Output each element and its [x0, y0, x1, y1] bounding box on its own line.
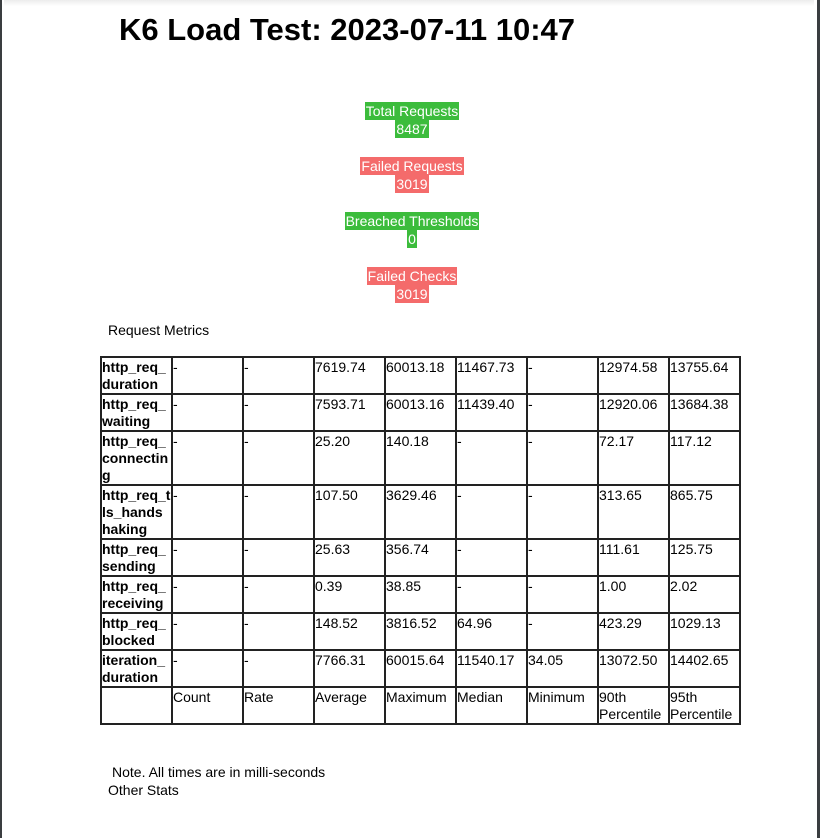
- failed-checks-label: Failed Checks: [367, 268, 457, 284]
- p95-cell: 14402.65: [669, 650, 740, 687]
- minimum-cell: -: [527, 431, 598, 485]
- failed-requests-label: Failed Requests: [361, 158, 463, 174]
- minimum-cell: -: [527, 357, 598, 394]
- rate-cell: -: [243, 485, 314, 539]
- p95-cell: 865.75: [669, 485, 740, 539]
- table-row: [101, 576, 740, 613]
- median-cell: 11540.17: [456, 650, 527, 687]
- top-shadow: [4, 0, 814, 6]
- maximum-cell: 60013.16: [385, 394, 456, 431]
- units-note: Note. All times are in milli-seconds: [112, 764, 326, 780]
- count-cell: -: [172, 539, 243, 576]
- rate-cell: -: [243, 394, 314, 431]
- minimum-cell: 34.05: [527, 650, 598, 687]
- p95-cell: 13755.64: [669, 357, 740, 394]
- p90-cell: 12974.58: [598, 357, 669, 394]
- summary-stats: [2, 102, 820, 322]
- maximum-cell: 356.74: [385, 539, 456, 576]
- metric-name: http_req_tls_handshaking: [102, 487, 171, 537]
- metric-name: http_req_blocked: [101, 613, 172, 650]
- column-header-maximum: Maximum: [385, 687, 456, 724]
- column-header-row: [101, 687, 740, 724]
- breached-thresholds-value: 0: [408, 231, 416, 247]
- table-row: [101, 485, 740, 539]
- p95-cell: 2.02: [669, 576, 740, 613]
- metric-name: http_req_duration: [101, 357, 172, 394]
- p95-cell: 13684.38: [669, 394, 740, 431]
- count-cell: -: [172, 485, 243, 539]
- minimum-cell: -: [527, 539, 598, 576]
- column-header-rate: Rate: [243, 687, 314, 724]
- minimum-cell: -: [527, 394, 598, 431]
- median-cell: -: [456, 485, 527, 539]
- total-requests-value: 8487: [396, 121, 428, 137]
- maximum-cell: 60015.64: [385, 650, 456, 687]
- total-requests-label: Total Requests: [365, 103, 459, 119]
- column-header-empty: [101, 687, 172, 724]
- p90-cell: 1.00: [598, 576, 669, 613]
- other-stats-heading: Other Stats: [108, 782, 179, 798]
- metric-name: http_req_receiving: [101, 576, 172, 613]
- average-cell: 148.52: [314, 613, 385, 650]
- maximum-cell: 3629.46: [385, 485, 456, 539]
- p95-cell: 1029.13: [669, 613, 740, 650]
- median-cell: 11467.73: [456, 357, 527, 394]
- column-header-count: Count: [172, 687, 243, 724]
- maximum-cell: 38.85: [385, 576, 456, 613]
- rate-cell: -: [243, 576, 314, 613]
- rate-cell: -: [243, 539, 314, 576]
- table-row: [101, 431, 740, 485]
- p95-cell: 117.12: [669, 431, 740, 485]
- metric-name: http_req_waiting: [101, 394, 172, 431]
- table-row: [101, 613, 740, 650]
- failed-requests-stat: [360, 157, 463, 193]
- p90-cell: 423.29: [598, 613, 669, 650]
- median-cell: -: [456, 576, 527, 613]
- count-cell: -: [172, 613, 243, 650]
- page-title: K6 Load Test: 2023-07-11 10:47: [119, 12, 576, 47]
- minimum-cell: -: [527, 485, 598, 539]
- metric-name: iteration_duration: [101, 650, 172, 687]
- count-cell: -: [172, 650, 243, 687]
- table-row: [101, 650, 740, 687]
- p95-cell: 125.75: [669, 539, 740, 576]
- rate-cell: -: [243, 431, 314, 485]
- failed-requests-value: 3019: [396, 176, 428, 192]
- average-cell: 7619.74: [314, 357, 385, 394]
- rate-cell: -: [243, 650, 314, 687]
- average-cell: 7593.71: [314, 394, 385, 431]
- table-row: [101, 394, 740, 431]
- maximum-cell: 3816.52: [385, 613, 456, 650]
- failed-checks-stat: [367, 267, 458, 303]
- p90-cell: 13072.50: [598, 650, 669, 687]
- count-cell: -: [172, 357, 243, 394]
- column-header-median: Median: [456, 687, 527, 724]
- median-cell: -: [456, 539, 527, 576]
- column-header-p90: 90th Percentile: [598, 687, 669, 724]
- median-cell: 11439.40: [456, 394, 527, 431]
- count-cell: -: [172, 576, 243, 613]
- average-cell: 25.20: [314, 431, 385, 485]
- maximum-cell: 140.18: [385, 431, 456, 485]
- failed-checks-value: 3019: [396, 286, 428, 302]
- table-row: [101, 539, 740, 576]
- p90-cell: 313.65: [598, 485, 669, 539]
- average-cell: 25.63: [314, 539, 385, 576]
- median-cell: 64.96: [456, 613, 527, 650]
- column-header-average: Average: [314, 687, 385, 724]
- p90-cell: 72.17: [598, 431, 669, 485]
- count-cell: -: [172, 431, 243, 485]
- average-cell: 107.50: [314, 485, 385, 539]
- metric-name: http_req_connecting: [101, 431, 172, 485]
- request-metrics-table: [100, 356, 741, 725]
- rate-cell: -: [243, 357, 314, 394]
- p90-cell: 111.61: [598, 539, 669, 576]
- total-requests-stat: [365, 102, 460, 138]
- column-header-p95: 95th Percentile: [669, 687, 740, 724]
- count-cell: -: [172, 394, 243, 431]
- table-row: [101, 357, 740, 394]
- average-cell: 7766.31: [314, 650, 385, 687]
- breached-thresholds-label: Breached Thresholds: [345, 213, 479, 229]
- median-cell: -: [456, 431, 527, 485]
- average-cell: 0.39: [314, 576, 385, 613]
- column-header-minimum: Minimum: [527, 687, 598, 724]
- breached-thresholds-stat: [345, 212, 480, 248]
- rate-cell: -: [243, 613, 314, 650]
- minimum-cell: -: [527, 576, 598, 613]
- minimum-cell: -: [527, 613, 598, 650]
- maximum-cell: 60013.18: [385, 357, 456, 394]
- request-metrics-heading: Request Metrics: [108, 322, 210, 338]
- p90-cell: 12920.06: [598, 394, 669, 431]
- metric-name: http_req_sending: [101, 539, 172, 576]
